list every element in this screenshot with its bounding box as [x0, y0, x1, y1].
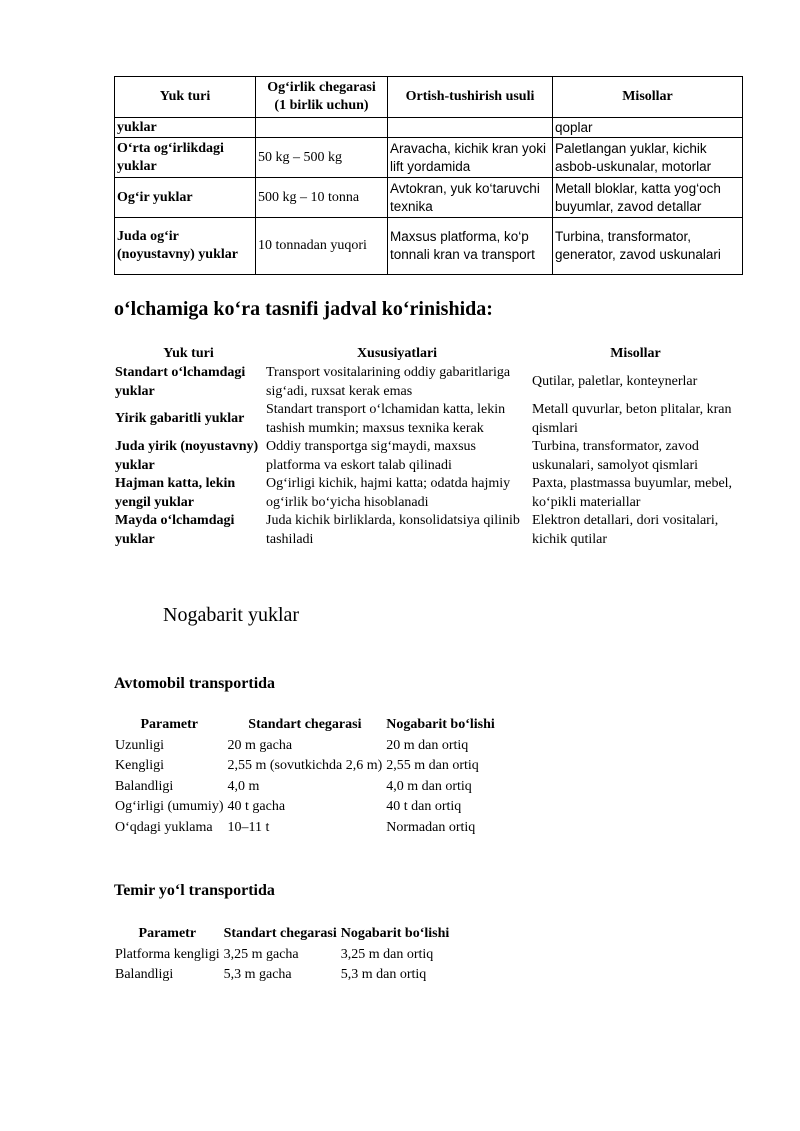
table-header-row [113, 924, 451, 945]
table-cell: Platforma kengligi [115, 946, 220, 962]
table-cell: 4,0 m [227, 778, 260, 794]
table-row [115, 218, 743, 275]
table-cell: Metall bloklar, katta yog‘och buyumlar, zavod detallar [553, 178, 743, 218]
table-cell: 500 kg – 10 tonna [256, 178, 388, 218]
table-cell: Turbina, transformator, generator, zavod uskunalari [553, 218, 743, 275]
table-cell: 40 t dan ortiq [386, 799, 462, 814]
table-row [113, 401, 741, 438]
table-cell: Uzunligi [115, 737, 164, 753]
table-cell: 5,3 m gacha [223, 967, 292, 982]
column-header: Yuk turi [163, 345, 214, 361]
table-cell: 20 m dan ortiq [386, 737, 469, 753]
auto-parameters-table [113, 715, 497, 838]
table-row [115, 138, 743, 178]
table-cell: qoplar [553, 118, 743, 138]
table-cell: 3,25 m dan ortiq [340, 946, 434, 962]
table-cell: Juda og‘ir (noyustavny) yuklar [115, 218, 256, 275]
table-cell: Og‘irligi kichik, hajmi katta; odatda hajmiy og‘irlik bo‘yicha hisoblanadi [266, 476, 511, 510]
table-row [113, 364, 741, 401]
section-title: Nogabarit yuklar [163, 604, 300, 626]
table-row [113, 965, 451, 986]
table-row [115, 118, 743, 138]
table-cell: Balandligi [115, 967, 174, 982]
column-header: Standart chegarasi [248, 717, 362, 732]
table-row [113, 945, 451, 966]
table-cell: Standart o‘lchamdagi yuklar [115, 365, 246, 399]
table-cell: Og‘irligi (umumiy) [115, 799, 224, 814]
table-header-row [113, 715, 497, 736]
cargo-size-table [113, 344, 741, 549]
table-cell: Juda yirik (noyustavny) yuklar [115, 439, 259, 473]
table-cell: Mayda o‘lchamdagi yuklar [115, 513, 235, 547]
auto-title: Avtomobil transportida [114, 675, 276, 692]
table-cell: 40 t gacha [227, 799, 286, 814]
table-cell: Paxta, plastmassa buyumlar, mebel, ko‘pikli materiallar [532, 476, 733, 510]
table-cell: Normadan ortiq [386, 819, 476, 835]
table-row [113, 818, 497, 839]
table-row [113, 512, 741, 549]
table-header-row [113, 344, 741, 364]
table-cell: Juda kichik birliklarda, konsolidatsiya qilinib tashiladi [266, 513, 520, 547]
column-header: Parametr [138, 926, 197, 941]
table-cell: Balandligi [115, 778, 174, 794]
table-cell: Aravacha, kichik kran yoki lift yordamida [388, 138, 553, 178]
table-cell: Paletlangan yuklar, kichik asbob-uskunalar, motorlar [553, 138, 743, 178]
rail-title: Temir yo‘l transportida [114, 882, 275, 899]
column-header: Og‘irlik chegarasi (1 birlik uchun) [256, 77, 388, 118]
column-header: Misollar [610, 345, 661, 361]
table-cell: 3,25 m gacha [223, 946, 299, 962]
rail-parameters-table [113, 924, 451, 986]
table-header-row [115, 77, 743, 118]
table-cell: Transport vositalarining oddiy gabaritlariga sig‘adi, ruxsat kerak emas [266, 365, 511, 399]
table-cell: Metall quvurlar, beton plitalar, kran qismlari [532, 402, 732, 436]
table-cell: 2,55 m (sovutkichda 2,6 m) [227, 758, 383, 773]
table-cell: Elektron detallari, dori vositalari, kichik qutilar [532, 513, 719, 547]
table-cell: Maxsus platforma, ko‘p tonnali kran va transport [388, 218, 553, 275]
table-row [115, 178, 743, 218]
table-cell: O‘rta og‘irlikdagi yuklar [115, 138, 256, 178]
table-row [113, 756, 497, 777]
table-cell: Turbina, transformator, zavod uskunalari, samolyot qismlari [532, 439, 699, 473]
table-cell: Qutilar, paletlar, konteynerlar [532, 374, 698, 390]
table-cell: Kengligi [115, 758, 164, 773]
table-row [113, 797, 497, 818]
table-cell: Standart transport o‘lchamidan katta, lekin tashish mumkin; maxsus texnika kerak [266, 402, 506, 436]
table-cell: 10–11 t [227, 819, 270, 835]
table-cell: 4,0 m dan ortiq [386, 778, 472, 794]
table-cell: Avtokran, yuk ko‘taruvchi texnika [388, 178, 553, 218]
column-header: Nogabarit bo‘lishi [386, 717, 495, 732]
table-row [113, 777, 497, 798]
table-cell: Hajman katta, lekin yengil yuklar [115, 476, 236, 510]
column-header: Parametr [140, 717, 199, 732]
column-header: Nogabarit bo‘lishi [340, 926, 450, 941]
table-cell: Og‘ir yuklar [115, 178, 256, 218]
table-cell: 10 tonnadan yuqori [256, 218, 388, 275]
table-cell [256, 118, 388, 138]
column-header: Misollar [553, 77, 743, 118]
table-cell: 20 m gacha [227, 737, 293, 753]
column-header: Yuk turi [115, 77, 256, 118]
column-header: Xususiyatlari [356, 345, 438, 361]
table-row [113, 736, 497, 757]
rail-heading [114, 882, 275, 900]
table-cell: Yirik gabaritli yuklar [115, 411, 245, 427]
table-cell: O‘qdagi yuklama [115, 819, 213, 835]
table-row [113, 475, 741, 512]
table-cell: 5,3 m dan ortiq [340, 967, 427, 982]
column-header: Standart chegarasi [223, 926, 337, 941]
cargo-weight-table [114, 76, 743, 275]
table-cell [388, 118, 553, 138]
table-cell: Oddiy transportga sig‘maydi, maxsus platforma va eskort talab qilinadi [266, 439, 476, 473]
auto-heading [114, 675, 275, 693]
column-header: Ortish-tushirish usuli [388, 77, 553, 118]
table-cell: 2,55 m dan ortiq [386, 758, 479, 773]
section-heading-size: o‘lchamiga ko‘ra tasnifi jadval ko‘rinishida: [114, 298, 493, 320]
table-cell: yuklar [115, 118, 256, 138]
table-cell: 50 kg – 500 kg [256, 138, 388, 178]
table-row [113, 438, 741, 475]
